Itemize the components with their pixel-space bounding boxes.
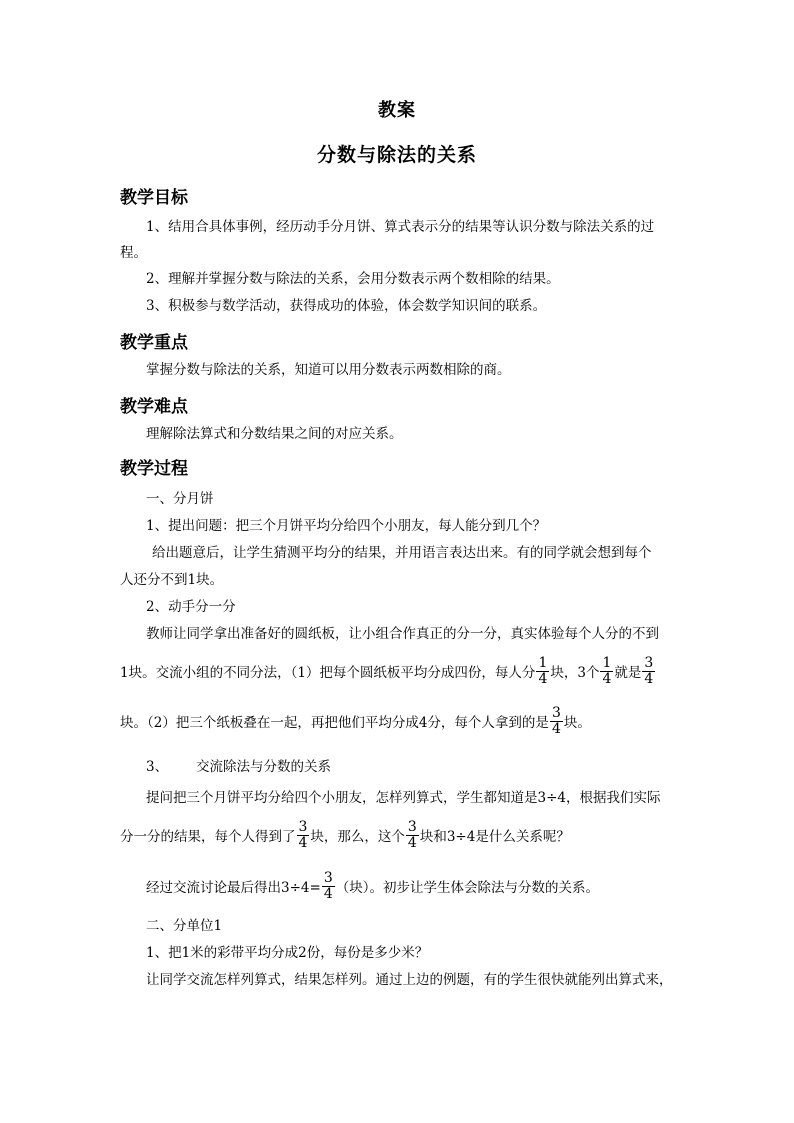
objective-1-line2: 程。 — [120, 245, 147, 261]
process-p5-number: 3、 — [146, 759, 169, 775]
doc-title: 教案 — [378, 100, 416, 121]
part1-title: 一、分月饼 — [146, 491, 214, 507]
fraction-three-quarters: $\frac{3}{4}$ — [644, 654, 654, 687]
p6-line2-text-a: 分一分的结果，每个人得到了 — [120, 829, 296, 845]
process-p6-line2 — [120, 816, 570, 854]
heading-difficulty: 教学难点 — [120, 397, 188, 417]
process-p2-line1: 给出题意后，让学生猜测平均分的结果，并用语言表达出来。有的同学就会想到每个 — [152, 545, 652, 561]
p4-line3-text-a: 块。（2）把三个纸板叠在一起，再把他们平均分成4分，每个人拿到的是 — [120, 715, 549, 731]
process-p1: 1、提出问题：把三个月饼平均分给四个小朋友，每人能分到几个？ — [146, 518, 547, 534]
process-p3: 2、动手分一分 — [146, 599, 236, 615]
p4-line2-text-c: 就是 — [614, 665, 642, 681]
p4-line2-text-b: 块，3个 — [550, 665, 600, 681]
doc-subtitle: 分数与除法的关系 — [316, 144, 477, 166]
process-p4-line1: 教师让同学拿出准备好的圆纸板，让小组合作真正的分一分，真实体验每个人分的不到 — [146, 626, 659, 642]
p7-text-b: （块）。初步让学生体会除法与分数的关系。 — [335, 880, 599, 896]
process-p6-line1: 提问把三个月饼平均分给四个小朋友，怎样列算式，学生都知道是3÷4，根据我们实际 — [146, 790, 661, 806]
process-p7 — [146, 867, 599, 905]
fraction-one-quarter: $\frac{1}{4}$ — [602, 654, 612, 687]
heading-process: 教学过程 — [120, 459, 188, 479]
part2-title: 二、分单位1 — [146, 918, 223, 934]
fraction-three-quarters: $\frac{3}{4}$ — [323, 869, 333, 902]
fraction-three-quarters: $\frac{3}{4}$ — [407, 818, 417, 851]
process-p4-line3 — [120, 702, 591, 740]
process-p9: 让同学交流怎样列算式，结果怎样列。通过上边的例题，有的学生很快就能列出算式来， — [146, 972, 673, 988]
objective-1-line1: 1、结用合具体事例，经历动手分月饼、算式表示分的结果等认识分数与除法关系的过 — [146, 219, 655, 235]
fraction-three-quarters: $\frac{3}{4}$ — [551, 704, 561, 737]
process-p4-line2 — [120, 652, 656, 690]
process-p8: 1、把1米的彩带平均分成2份，每份是多少米？ — [146, 945, 429, 961]
key-point-text: 掌握分数与除法的关系，知道可以用分数表示两数相除的商。 — [146, 362, 511, 378]
heading-objectives: 教学目标 — [120, 188, 188, 208]
objective-3: 3、积极参与数学活动，获得成功的体验，体会数学知识间的联系。 — [146, 298, 547, 314]
p7-text-a: 经过交流讨论最后得出3÷4= — [146, 880, 321, 896]
process-p2-line2: 人还分不到1块。 — [120, 572, 224, 588]
fraction-one-quarter: $\frac{1}{4}$ — [538, 654, 548, 687]
p4-line3-text-b: 块。 — [563, 715, 591, 731]
p6-line2-text-c: 块和3÷4是什么关系呢？ — [419, 829, 570, 845]
difficulty-text: 理解除法算式和分数结果之间的对应关系。 — [146, 426, 403, 442]
p6-line2-text-b: 块，那么，这个 — [310, 829, 405, 845]
heading-key-point: 教学重点 — [120, 333, 188, 353]
process-p5-title: 交流除法与分数的关系 — [196, 759, 331, 775]
p4-line2-text-a: 1块。交流小组的不同分法，（1）把每个圆纸板平均分成四份，每人分 — [120, 665, 536, 681]
fraction-three-quarters: $\frac{3}{4}$ — [298, 818, 308, 851]
objective-2: 2、理解并掌握分数与除法的关系，会用分数表示两个数相除的结果。 — [146, 271, 560, 287]
